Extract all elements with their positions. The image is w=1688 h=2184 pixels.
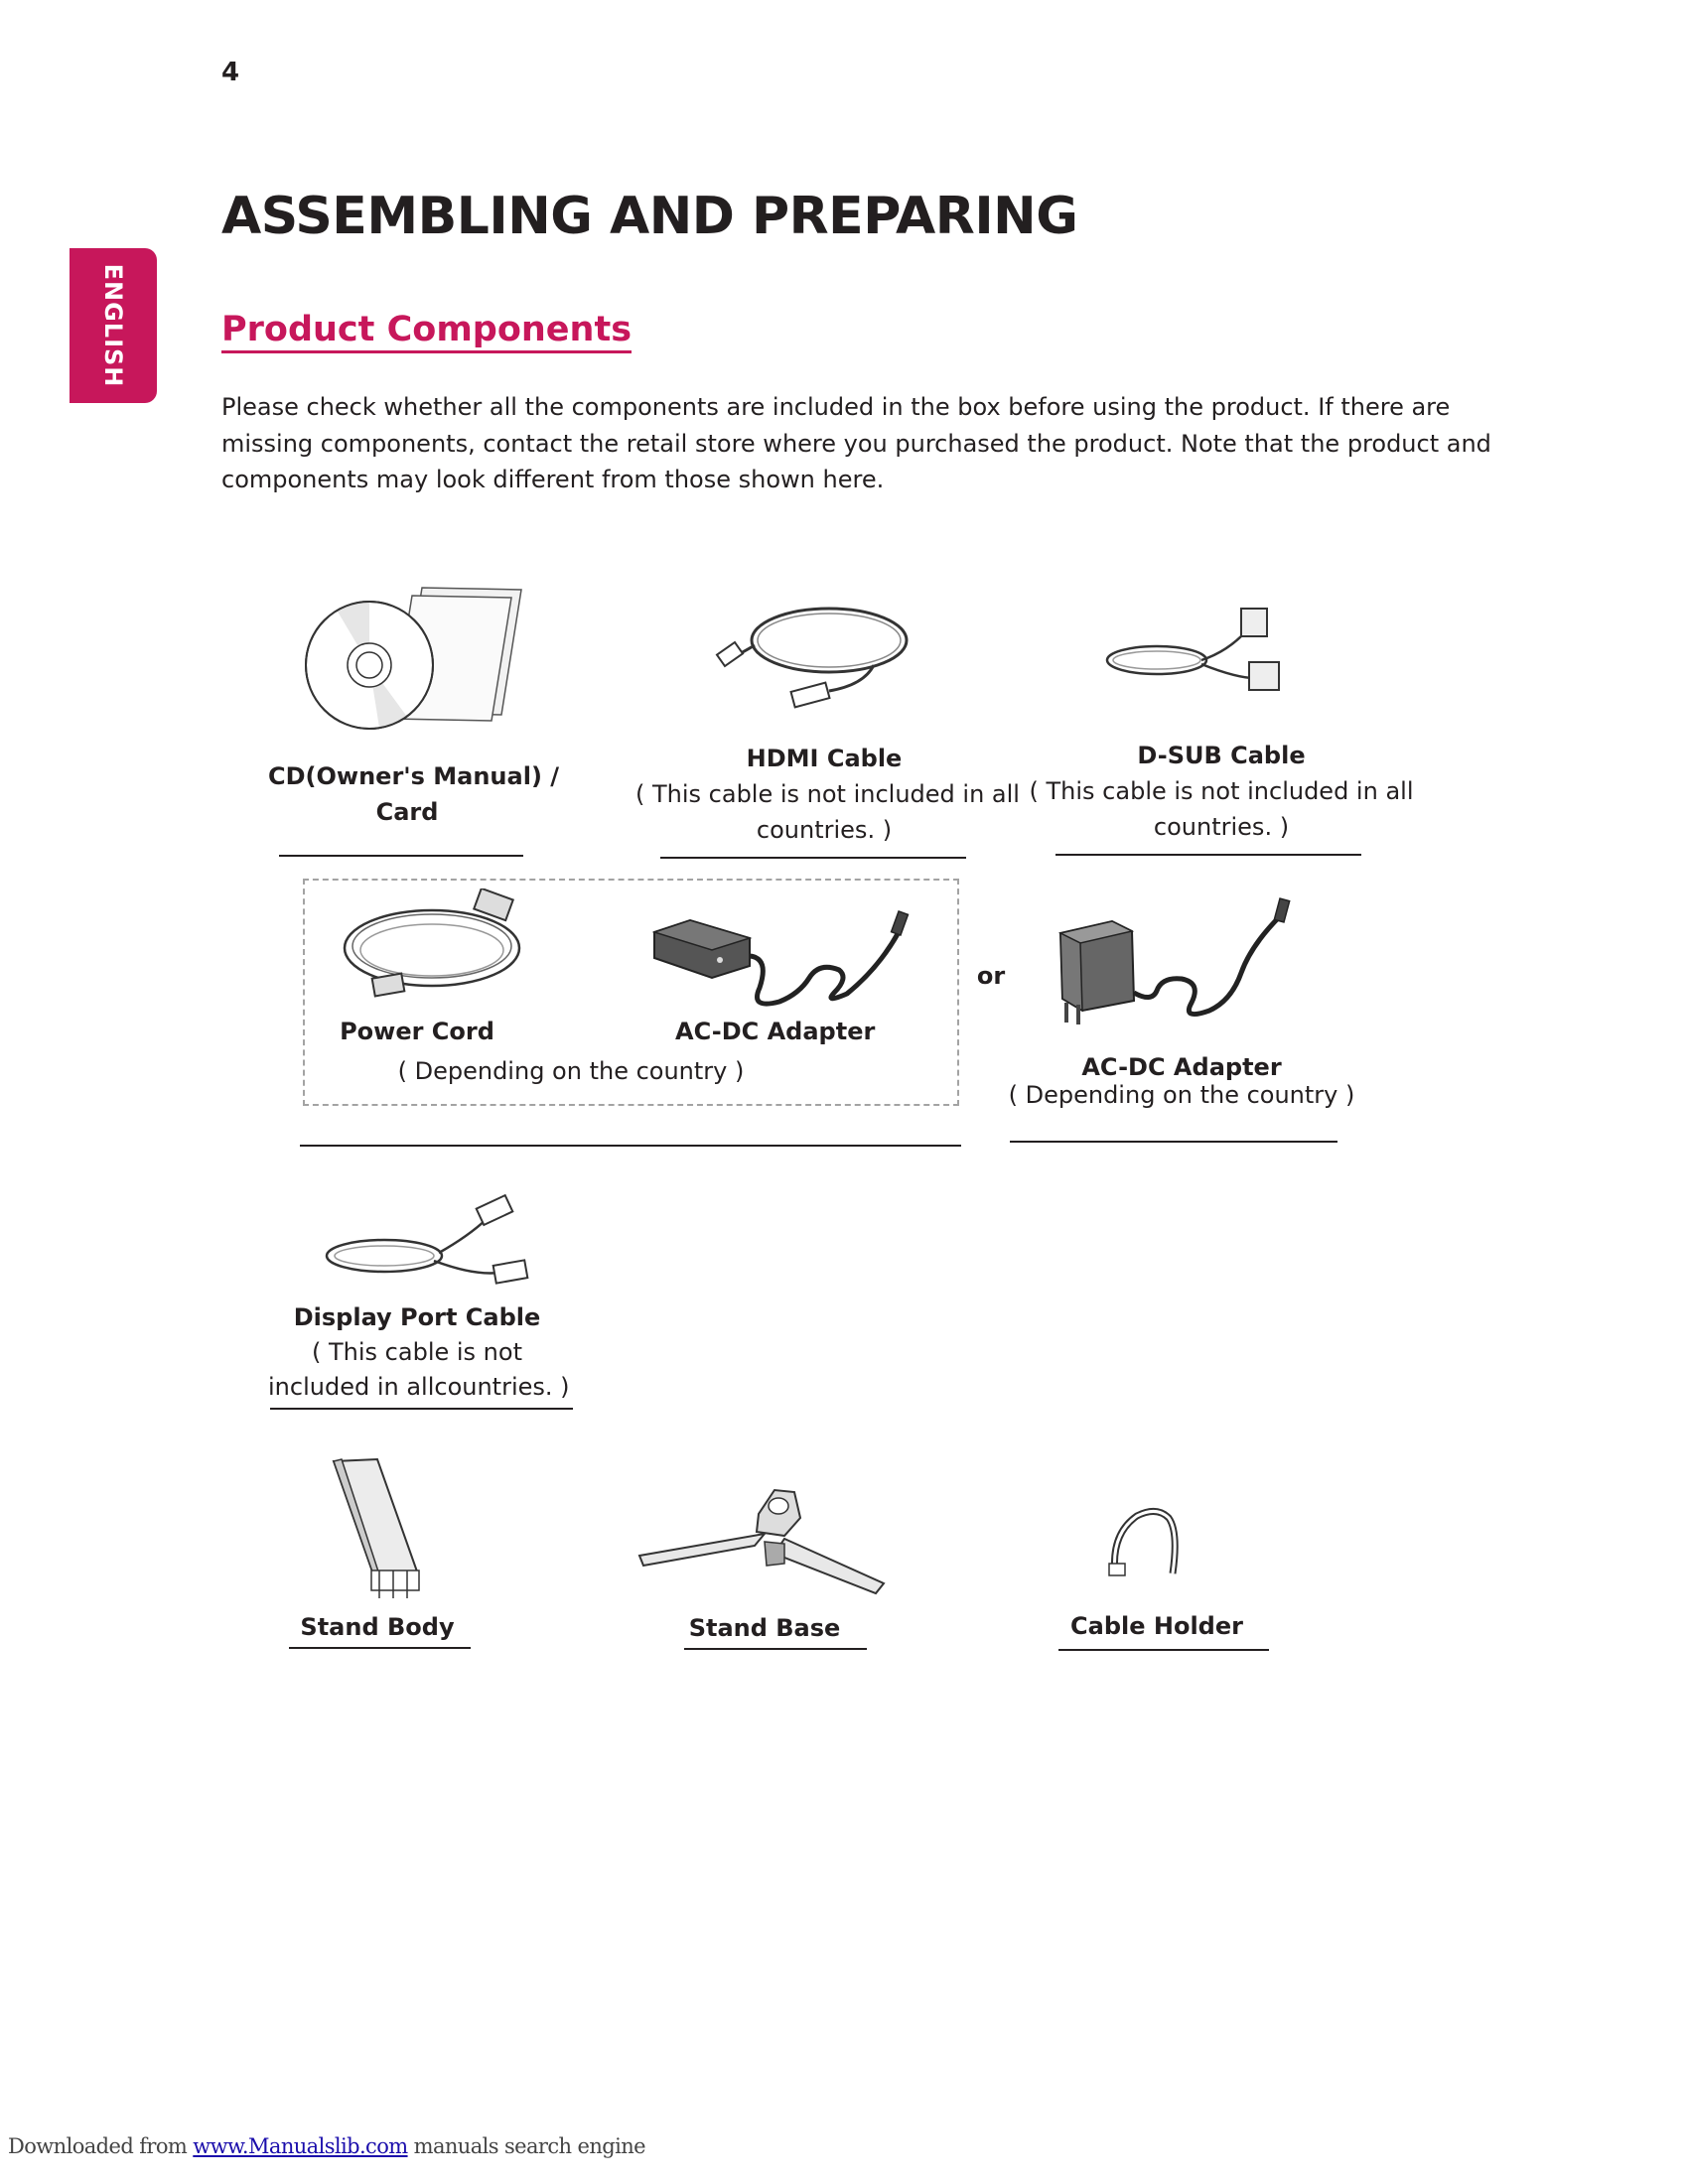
stand-body-underline xyxy=(289,1647,471,1649)
hdmi-label: HDMI Cable ( This cable is not included in all countries. ) xyxy=(635,745,1020,844)
section-title: Product Components xyxy=(221,310,632,353)
power-cord-label: Power Cord xyxy=(340,1018,494,1045)
adapter-box-label: AC-DC Adapter xyxy=(675,1018,876,1045)
cable-holder-icon xyxy=(1107,1504,1187,1583)
stand-base-icon xyxy=(635,1484,894,1603)
dsub-label: D-SUB Cable ( This cable is not included in all countries. ) xyxy=(1029,742,1414,841)
power-kit-underline xyxy=(300,1145,961,1147)
cd-label: CD(Owner's Manual) / Card xyxy=(268,762,560,826)
stand-base-label: Stand Base xyxy=(688,1614,841,1642)
cd-and-card-icon xyxy=(298,584,536,733)
cable-holder-underline xyxy=(1058,1649,1269,1651)
adapter-plug-underline xyxy=(1010,1141,1337,1143)
cd-underline xyxy=(279,855,523,857)
download-footer xyxy=(8,2134,645,2158)
footer-suffix: manuals search engine xyxy=(407,2134,645,2158)
displayport-cable-icon xyxy=(320,1191,548,1291)
page-number: 4 xyxy=(221,58,240,87)
language-tab xyxy=(70,248,157,403)
hdmi-underline xyxy=(660,857,966,859)
cable-holder-label: Cable Holder xyxy=(1070,1612,1243,1640)
ac-dc-adapter-brick-icon xyxy=(650,898,928,1018)
ac-dc-adapter-plug-icon xyxy=(1043,893,1291,1032)
language-tab-label: ENGLISH xyxy=(99,263,127,388)
stand-body-icon xyxy=(328,1457,437,1606)
adapter-plug-label: AC-DC Adapter ( Depending on the country ) xyxy=(1008,1053,1355,1109)
stand-body-label: Stand Body xyxy=(300,1613,455,1641)
power-kit-note: ( Depending on the country ) xyxy=(397,1057,745,1085)
displayport-underline xyxy=(270,1408,573,1410)
dsub-underline xyxy=(1055,854,1361,856)
stand-base-underline xyxy=(684,1648,867,1650)
page-title: ASSEMBLING AND PREPARING xyxy=(221,187,1078,246)
footer-prefix: Downloaded from xyxy=(8,2134,194,2158)
or-label: or xyxy=(976,962,1006,990)
intro-paragraph: Please check whether all the components are included in the box before using the product. If there are missing components, contact the retail store where you purchased the product. Note that the product and components may look different from those shown here. xyxy=(221,393,1491,493)
hdmi-cable-icon xyxy=(715,596,914,715)
displayport-label: Display Port Cable ( This cable is not included in allcountries. ) xyxy=(268,1303,570,1401)
manualslib-link[interactable]: www.Manualslib.com xyxy=(193,2134,408,2158)
power-cord-icon xyxy=(338,888,546,1003)
dsub-cable-icon xyxy=(1102,601,1291,710)
